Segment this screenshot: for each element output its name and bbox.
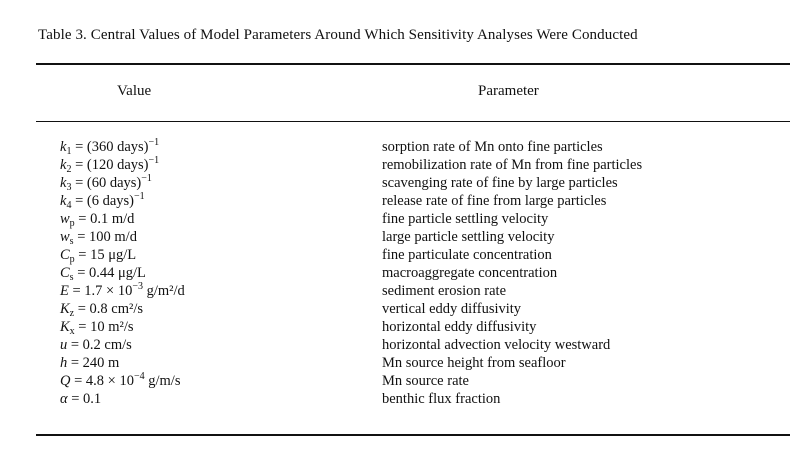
- parameter-cell: Mn source height from seafloor: [382, 355, 566, 371]
- value-cell: [60, 282, 185, 300]
- symbol-subscript: s: [69, 236, 74, 247]
- value-text: = 0.2 cm/s: [67, 337, 132, 353]
- symbol: k: [60, 193, 67, 209]
- parameter-cell: horizontal advection velocity westward: [382, 337, 611, 353]
- symbol-subscript: 3: [66, 182, 72, 193]
- value-cell: [60, 156, 159, 174]
- symbol: k: [60, 175, 67, 191]
- value-text: = 0.1: [67, 391, 102, 407]
- value-text: = (60 days): [71, 175, 142, 191]
- symbol-subscript: 1: [66, 146, 72, 157]
- value-text: = 1.7 × 10: [68, 283, 133, 299]
- parameter-cell: vertical eddy diffusivity: [382, 301, 522, 317]
- value-cell: [60, 336, 132, 354]
- parameter-cell: fine particulate concentration: [382, 247, 552, 263]
- symbol: K: [60, 319, 70, 335]
- value-text: = 0.44 μg/L: [73, 265, 146, 281]
- symbol: k: [60, 157, 67, 173]
- value-text: = 4.8 × 10: [70, 373, 134, 389]
- value-text: = (6 days): [71, 193, 134, 209]
- parameter-cell: macroaggregate concentration: [382, 265, 558, 281]
- value-text: = 100 m/d: [73, 229, 137, 245]
- symbol-subscript: s: [69, 272, 74, 283]
- value-cell: [60, 246, 136, 264]
- parameter-column-header: Parameter: [478, 83, 539, 99]
- symbol: u: [60, 337, 68, 353]
- top-rule: [36, 63, 790, 65]
- symbol-subscript: 4: [66, 200, 72, 211]
- symbol: Q: [60, 373, 71, 389]
- value-cell: [60, 192, 145, 210]
- value-cell: [60, 372, 180, 390]
- value-cell: [60, 174, 152, 192]
- exponent: −1: [148, 155, 160, 166]
- symbol: α: [60, 391, 68, 407]
- symbol: E: [60, 283, 69, 299]
- exponent: −1: [141, 173, 152, 184]
- symbol: h: [60, 355, 68, 371]
- parameter-cell: sorption rate of Mn onto fine particles: [382, 139, 603, 155]
- value-text: = 240 m: [67, 355, 120, 371]
- symbol: w: [60, 229, 70, 245]
- symbol: w: [60, 211, 70, 227]
- parameter-cell: benthic flux fraction: [382, 391, 501, 407]
- value-cell: [60, 210, 134, 228]
- parameter-cell: release rate of fine from large particles: [382, 193, 607, 209]
- value-unit: g/m²/d: [142, 283, 185, 299]
- bottom-rule: [36, 434, 790, 436]
- symbol: K: [60, 301, 70, 317]
- table-caption: Table 3. Central Values of Model Parameters Around Which Sensitivity Analyses Were Conducted: [38, 27, 638, 43]
- value-text: = (360 days): [71, 139, 149, 155]
- parameter-cell: scavenging rate of fine by large particles: [382, 175, 618, 191]
- symbol: C: [60, 265, 70, 281]
- value-text: = (120 days): [71, 157, 149, 173]
- value-text: = 10 m²/s: [74, 319, 134, 335]
- value-cell: [60, 138, 159, 156]
- value-text: = 0.8 cm²/s: [74, 301, 144, 317]
- symbol-subscript: x: [69, 326, 75, 337]
- value-cell: [60, 390, 101, 408]
- exponent: −1: [133, 191, 145, 202]
- symbol-subscript: p: [69, 218, 75, 229]
- exponent: −4: [133, 371, 145, 382]
- symbol: k: [60, 139, 67, 155]
- value-cell: [60, 318, 134, 336]
- parameter-cell: sediment erosion rate: [382, 283, 507, 299]
- value-cell: [60, 300, 143, 318]
- value-column-header: Value: [117, 83, 152, 99]
- value-cell: [60, 228, 137, 246]
- symbol-subscript: p: [69, 254, 75, 265]
- parameter-cell: large particle settling velocity: [382, 229, 555, 245]
- exponent: −1: [148, 137, 160, 148]
- value-text: = 0.1 m/d: [74, 211, 135, 227]
- symbol-subscript: 2: [66, 164, 72, 175]
- parameter-cell: Mn source rate: [382, 373, 469, 389]
- value-cell: [60, 264, 146, 282]
- value-unit: g/m/s: [144, 373, 181, 389]
- value-text: = 15 μg/L: [74, 247, 137, 263]
- symbol-subscript: z: [69, 308, 75, 319]
- parameter-cell: horizontal eddy diffusivity: [382, 319, 537, 335]
- symbol: C: [60, 247, 70, 263]
- exponent: −3: [132, 281, 143, 292]
- value-cell: [60, 354, 119, 372]
- header-rule: [36, 121, 790, 122]
- parameter-cell: remobilization rate of Mn from fine particles: [382, 157, 643, 173]
- parameter-cell: fine particle settling velocity: [382, 211, 549, 227]
